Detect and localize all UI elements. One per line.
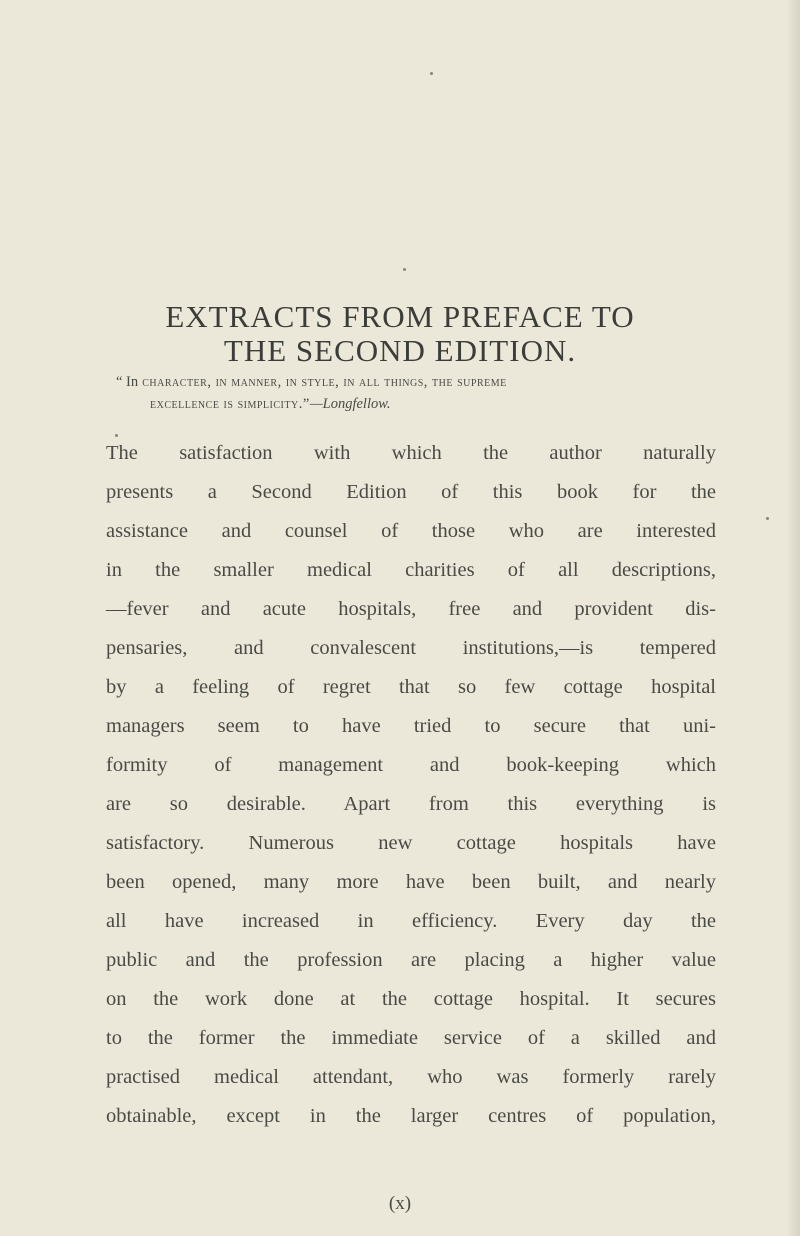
body-line: in the smaller medical charities of all descriptions, <box>106 559 716 581</box>
epigraph-line-1 <box>116 370 716 394</box>
body-line: to the former the immediate service of a skilled and <box>106 1027 716 1049</box>
body-line: on the work done at the cottage hospital. It secures <box>106 988 716 1010</box>
body-line: managers seem to have tried to secure that uni- <box>106 715 716 737</box>
epigraph-attribution: —Longfellow. <box>309 396 391 412</box>
page-title-line-1: EXTRACTS FROM PREFACE TO <box>165 299 635 334</box>
body-line: been opened, many more have been built, and nearly <box>106 871 716 893</box>
paper-speck <box>766 517 769 520</box>
body-line: assistance and counsel of those who are interested <box>106 520 716 542</box>
epigraph-lead: “ In <box>116 374 139 390</box>
body-line: The satisfaction with which the author naturally <box>106 442 716 464</box>
body-line: satisfactory. Numerous new cottage hospitals have <box>106 832 716 854</box>
epigraph-text: excellence is simplicity.” <box>150 396 310 412</box>
page-edge-shadow <box>786 0 800 1236</box>
page-number: (x) <box>388 1193 412 1214</box>
body-line: by a feeling of regret that so few cottage hospital <box>106 676 716 698</box>
body-line: public and the profession are placing a higher value <box>106 949 716 971</box>
body-line: —fever and acute hospitals, free and provident dis- <box>106 598 716 620</box>
body-line: practised medical attendant, who was formerly rarely <box>106 1066 716 1088</box>
paper-speck <box>403 268 406 271</box>
body-line: pensaries, and convalescent institutions,—is tempered <box>106 637 716 659</box>
body-line: presents a Second Edition of this book for the <box>106 481 716 503</box>
page-title-line-2: THE SECOND EDITION. <box>223 333 577 368</box>
paper-speck <box>430 72 433 75</box>
body-line: all have increased in efficiency. Every day the <box>106 910 716 932</box>
epigraph-line-2 <box>150 392 750 416</box>
body-line: formity of management and book-keeping which <box>106 754 716 776</box>
body-line: obtainable, except in the larger centres of population, <box>106 1105 716 1127</box>
epigraph-text: character, in manner, in style, in all things, the supreme <box>138 374 507 390</box>
body-line: are so desirable. Apart from this everything is <box>106 793 716 815</box>
